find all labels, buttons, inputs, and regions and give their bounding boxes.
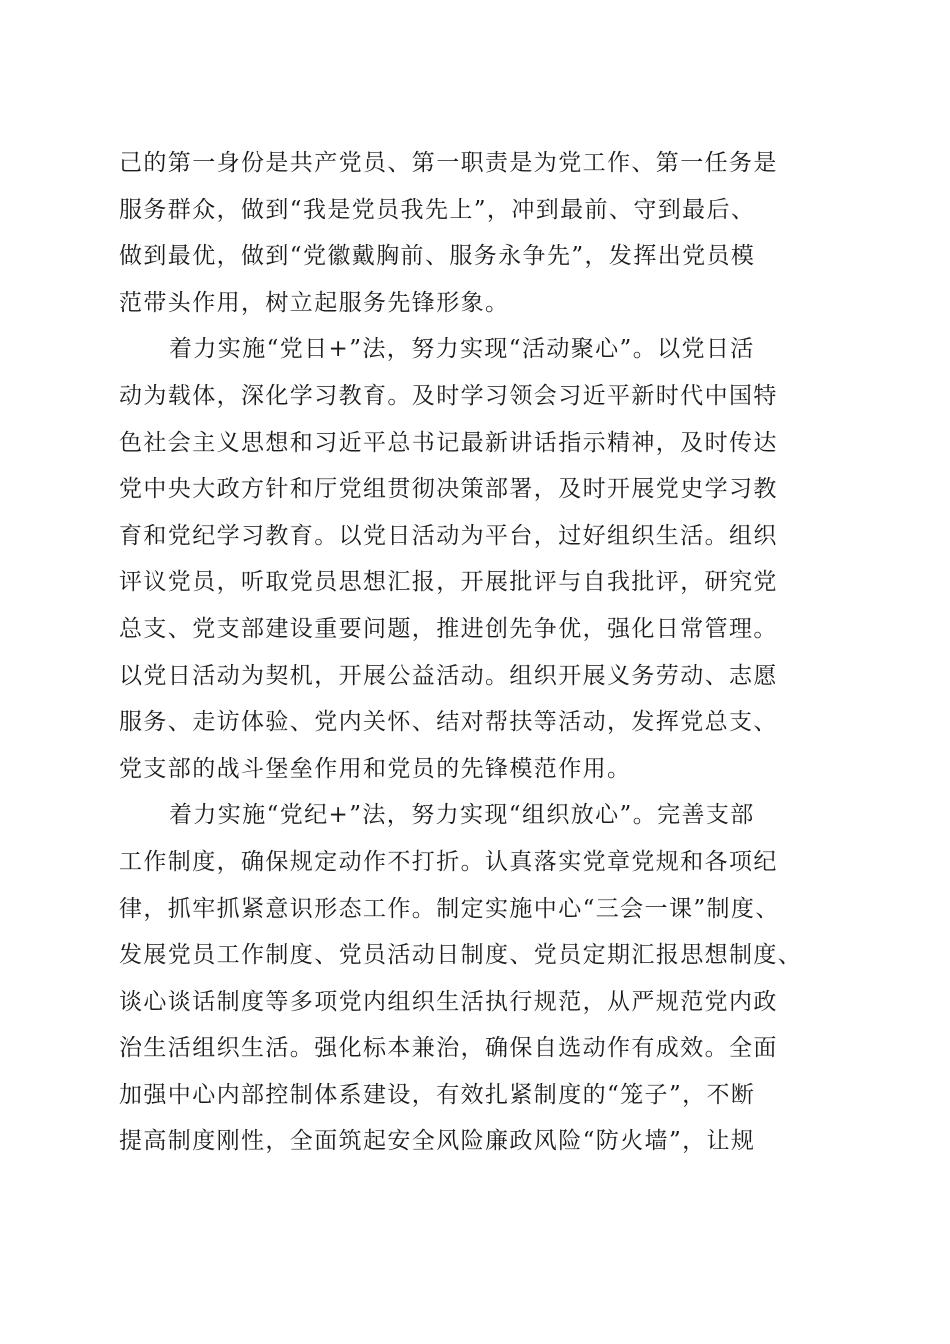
text-line: 党中央大政方针和厅党组贯彻决策部署，及时开展党史学习教 (119, 476, 778, 503)
paragraph-first-line: 着力实施“党纪+”法，努力实现“组织放心”。完善支部 (169, 802, 755, 829)
text-line: 发展党员工作制度、党员活动日制度、党员定期汇报思想制度、 (119, 942, 803, 969)
text-line: 服务、走访体验、党内关怀、结对帮扶等活动，发挥党总支、 (119, 709, 778, 736)
text-line: 己的第一身份是共产党员、第一职责是为党工作、第一任务是 (119, 150, 778, 176)
text-line: 谈心谈话制度等多项党内组织生活执行规范，从严规范党内政 (119, 988, 778, 1015)
paragraph-first-line: 着力实施“党日+”法，努力实现“活动聚心”。以党日活 (169, 336, 755, 363)
text-line: 总支、党支部建设重要问题，推进创先争优，强化日常管理。 (119, 615, 778, 642)
text-line: 工作制度，确保规定动作不打折。认真落实党章党规和各项纪 (119, 848, 778, 875)
text-line: 以党日活动为契机，开展公益活动。组织开展义务劳动、志愿 (119, 662, 778, 689)
text-line: 做到最优，做到“党徽戴胸前、服务永争先”，发挥出党员模 (119, 243, 756, 270)
text-line: 评议党员，听取党员思想汇报，开展批评与自我批评，研究党 (119, 569, 778, 596)
text-line: 服务群众，做到“我是党员我先上”，冲到最前、守到最后、 (119, 196, 756, 223)
text-line: 育和党纪学习教育。以党日活动为平台，过好组织生活。组织 (119, 522, 778, 549)
text-line: 范带头作用，树立起服务先锋形象。 (119, 289, 510, 316)
text-line: 党支部的战斗堡垒作用和党员的先锋模范作用。 (119, 755, 632, 782)
text-line: 提高制度刚性，全面筑起安全风险廉政风险“防火墙”，让规 (119, 1128, 756, 1155)
text-line: 加强中心内部控制体系建设，有效扎紧制度的“笼子”，不断 (119, 1081, 756, 1108)
document-body (119, 140, 839, 1165)
text-line: 动为载体，深化学习教育。及时学习领会习近平新时代中国特 (119, 382, 778, 409)
text-line: 色社会主义思想和习近平总书记最新讲话指示精神，及时传达 (119, 429, 778, 456)
text-line: 律，抓牢抓紧意识形态工作。制定实施中心“三会一课”制度、 (119, 895, 780, 922)
text-line: 治生活组织生活。强化标本兼治，确保自选动作有成效。全面 (119, 1035, 778, 1062)
